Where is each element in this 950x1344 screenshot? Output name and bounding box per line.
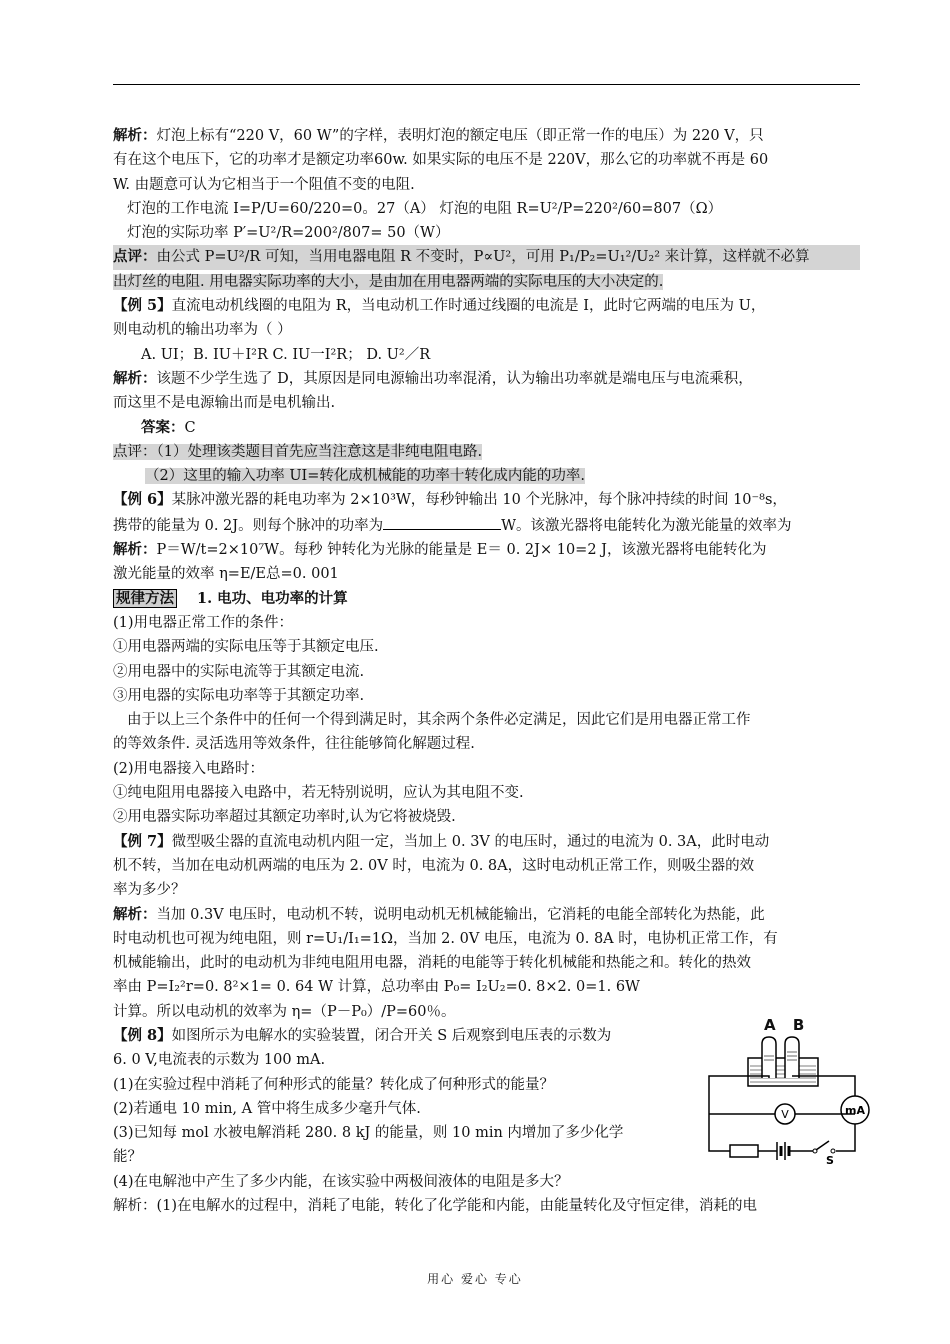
answer: 答案：C <box>141 418 196 436</box>
paragraph: 【例 5】直流电动机线圈的电阻为 R，当电动机工作时通过线圈的电流是 I，此时它两端的电压为 U， <box>113 297 766 315</box>
electrolysis-figure <box>705 1016 883 1167</box>
paragraph: 解析：当加 0.3V 电压时，电动机不转，说明电动机无机械能输出，它消耗的电能全部转化为热能，此 <box>113 905 765 923</box>
list-item: ①纯电阻用电器接入电路中，若无特别说明，应认为其电阻不变. <box>113 785 524 802</box>
example-7-label: 【例 7】 <box>113 832 172 850</box>
paragraph: 激光能量的效率 η=E/E总=0. 001 <box>113 566 339 583</box>
list-item: ②用电器实际功率超过其额定功率时,认为它将被烧毁. <box>113 809 456 826</box>
paragraph: (1)用电器正常工作的条件： <box>113 614 294 631</box>
paragraph: 解析：该题不少学生选了 D，其原因是同电源输出功率混淆，认为输出功率就是端电压与电流乘积， <box>113 369 753 387</box>
example-6-label: 【例 6】 <box>113 491 172 509</box>
question: (4)在电解池中产生了多少内能，在该实验中两极间液体的电阻是多大？ <box>113 1173 569 1190</box>
paragraph: 率由 P=I₂²r=0. 8²×1= 0. 64 W 计算，总功率由 P₀= I₂U₂=0. 8×2. 0=1. 6W <box>113 979 640 996</box>
section-heading: 规律方法 1. 电功、电功率的计算 <box>113 587 860 611</box>
label-answer: 答案： <box>141 418 185 436</box>
question: 能？ <box>113 1149 142 1166</box>
label-analysis: 解析： <box>113 905 157 923</box>
paragraph: 携带的能量为 0. 2J。则每个脉冲的功率为 W。该激光器将电能转化为激光能量的效率为 <box>113 513 860 538</box>
paragraph: （2）这里的输入功率 UI=转化成机械能的功率十转化成内能的功率. <box>145 468 586 485</box>
paragraph: 点评：（1）处理该类题目首先应当注意这是非纯电阻电路. <box>113 443 483 460</box>
paragraph: 机械能输出，此时的电动机为非纯电阻用电器，消耗的电能等于转化机械能和热能之和。转化的热效 <box>113 955 751 972</box>
paragraph: 解析：(1)在电解水的过程中，消耗了电能，转化了化学能和内能，由能量转化及守恒定律，消耗的电 <box>113 1198 758 1215</box>
paragraph: W. 由题意可认为它相当于一个阻值不变的电阻. <box>113 176 415 193</box>
header-rule <box>113 84 860 85</box>
method-label: 规律方法 <box>113 589 177 608</box>
paragraph: 6. 0 V,电流表的示数为 100 mA. <box>113 1052 326 1069</box>
voltmeter-label: V <box>781 1108 789 1121</box>
figure-tube-label: A B <box>764 1016 811 1034</box>
paragraph: (2)用电器接入电路时： <box>113 760 265 777</box>
paragraph: 而这里不是电源输出而是电机输出. <box>113 395 336 412</box>
label-analysis: 解析： <box>113 127 157 144</box>
label-analysis: 解析： <box>113 369 157 387</box>
circuit-diagram <box>705 1016 883 1167</box>
paragraph: 解析：P＝W/t=2×10⁷W。每秒 钟转化为光脉的能量是 E＝ 0. 2J× 10=2 J，该激光器将电能转化为 <box>113 541 767 559</box>
paragraph: 灯泡的实际功率 P′=U²/R=200²/807= 50（W） <box>127 225 450 242</box>
page-footer: 用心 爱心 专心 <box>427 1272 523 1286</box>
list-item: ①用电器两端的实际电压等于其额定电压. <box>113 639 379 656</box>
paragraph: 由于以上三个条件中的任何一个得到满足时，其余两个条件必定满足，因此它们是用电器正常工作 <box>127 712 751 729</box>
switch-label: S <box>826 1154 834 1167</box>
paragraph: 出灯丝的电阻. 用电器实际功率的大小，是由加在用电器两端的实际电压的大小决定的. <box>113 273 664 290</box>
paragraph: 率为多少？ <box>113 882 186 899</box>
paragraph: 机不转，当加在电动机两端的电压为 2. 0V 时，电流为 0. 8A，这时电动机正常工作，则吸尘器的效 <box>113 857 755 874</box>
choices: A. UI；B. IU＋I²R C. IU一I²R； D. U²／R <box>141 346 431 363</box>
example-8-label: 【例 8】 <box>113 1026 172 1044</box>
list-item: ③用电器的实际电功率等于其额定功率. <box>113 687 365 704</box>
paragraph: 灯泡的工作电流 I=P/U=60/220=0。27（A） 灯泡的电阻 R=U²/P=220²/60=807（Ω） <box>127 200 723 217</box>
label-analysis: 解析： <box>113 541 157 559</box>
example-5-label: 【例 5】 <box>113 297 172 315</box>
paragraph: 计算。所以电动机的效率为 η=（P－P₀）/P=60％。 <box>113 1003 456 1020</box>
paragraph: 【例 8】如图所示为电解水的实验装置，闭合开关 S 后观察到电压表的示数为 <box>113 1026 612 1044</box>
paragraph: 则电动机的输出功率为（ ） <box>113 322 292 339</box>
paragraph: 【例 6】某脉冲激光器的耗电功率为 2×10³W，每秒钟输出 10 个光脉冲，每个脉冲持续的时间 10⁻⁸s， <box>113 491 787 509</box>
paragraph: 时电动机也可视为纯电阻，则 r=U₁/I₁=1Ω，当加 2. 0V 电压，电流为 0. 8A 时，电协机正常工作，有 <box>113 930 778 947</box>
label-comment: 点评： <box>113 248 157 266</box>
fill-blank <box>383 513 501 530</box>
question: (3)已知每 mol 水被电解消耗 280. 8 kJ 的能量，则 10 min 内增加了多少化学 <box>113 1125 624 1142</box>
paragraph: 点评：由公式 P=U²/R 可知，当用电器电阻 R 不变时，P∝U²，可用 P₁/P₂=U₁²/U₂² 来计算，这样就不必算 <box>113 245 860 269</box>
paragraph: 解析：灯泡上标有“220 V，60 W”的字样，表明灯泡的额定电压（即正常一作的电压）为 220 V，只 <box>113 127 764 144</box>
paragraph: 的等效条件. 灵活选用等效条件，往往能够简化解题过程. <box>113 736 475 753</box>
question: (1)在实验过程中消耗了何种形式的能量？转化成了何种形式的能量？ <box>113 1076 555 1093</box>
ammeter-label: mA <box>845 1104 865 1117</box>
paragraph: 有在这个电压下，它的功率才是额定功率60w. 如果实际的电压不是 220V，那么它的功率就不再是 60 <box>113 152 769 169</box>
list-item: ②用电器中的实际电流等于其额定电流. <box>113 663 365 680</box>
paragraph: 【例 7】微型吸尘器的直流电动机内阻一定，当加上 0. 3V 的电压时，通过的电流为 0. 3A，此时电动 <box>113 832 770 850</box>
question: (2)若通电 10 min, A 管中将生成多少毫升气体. <box>113 1100 421 1117</box>
